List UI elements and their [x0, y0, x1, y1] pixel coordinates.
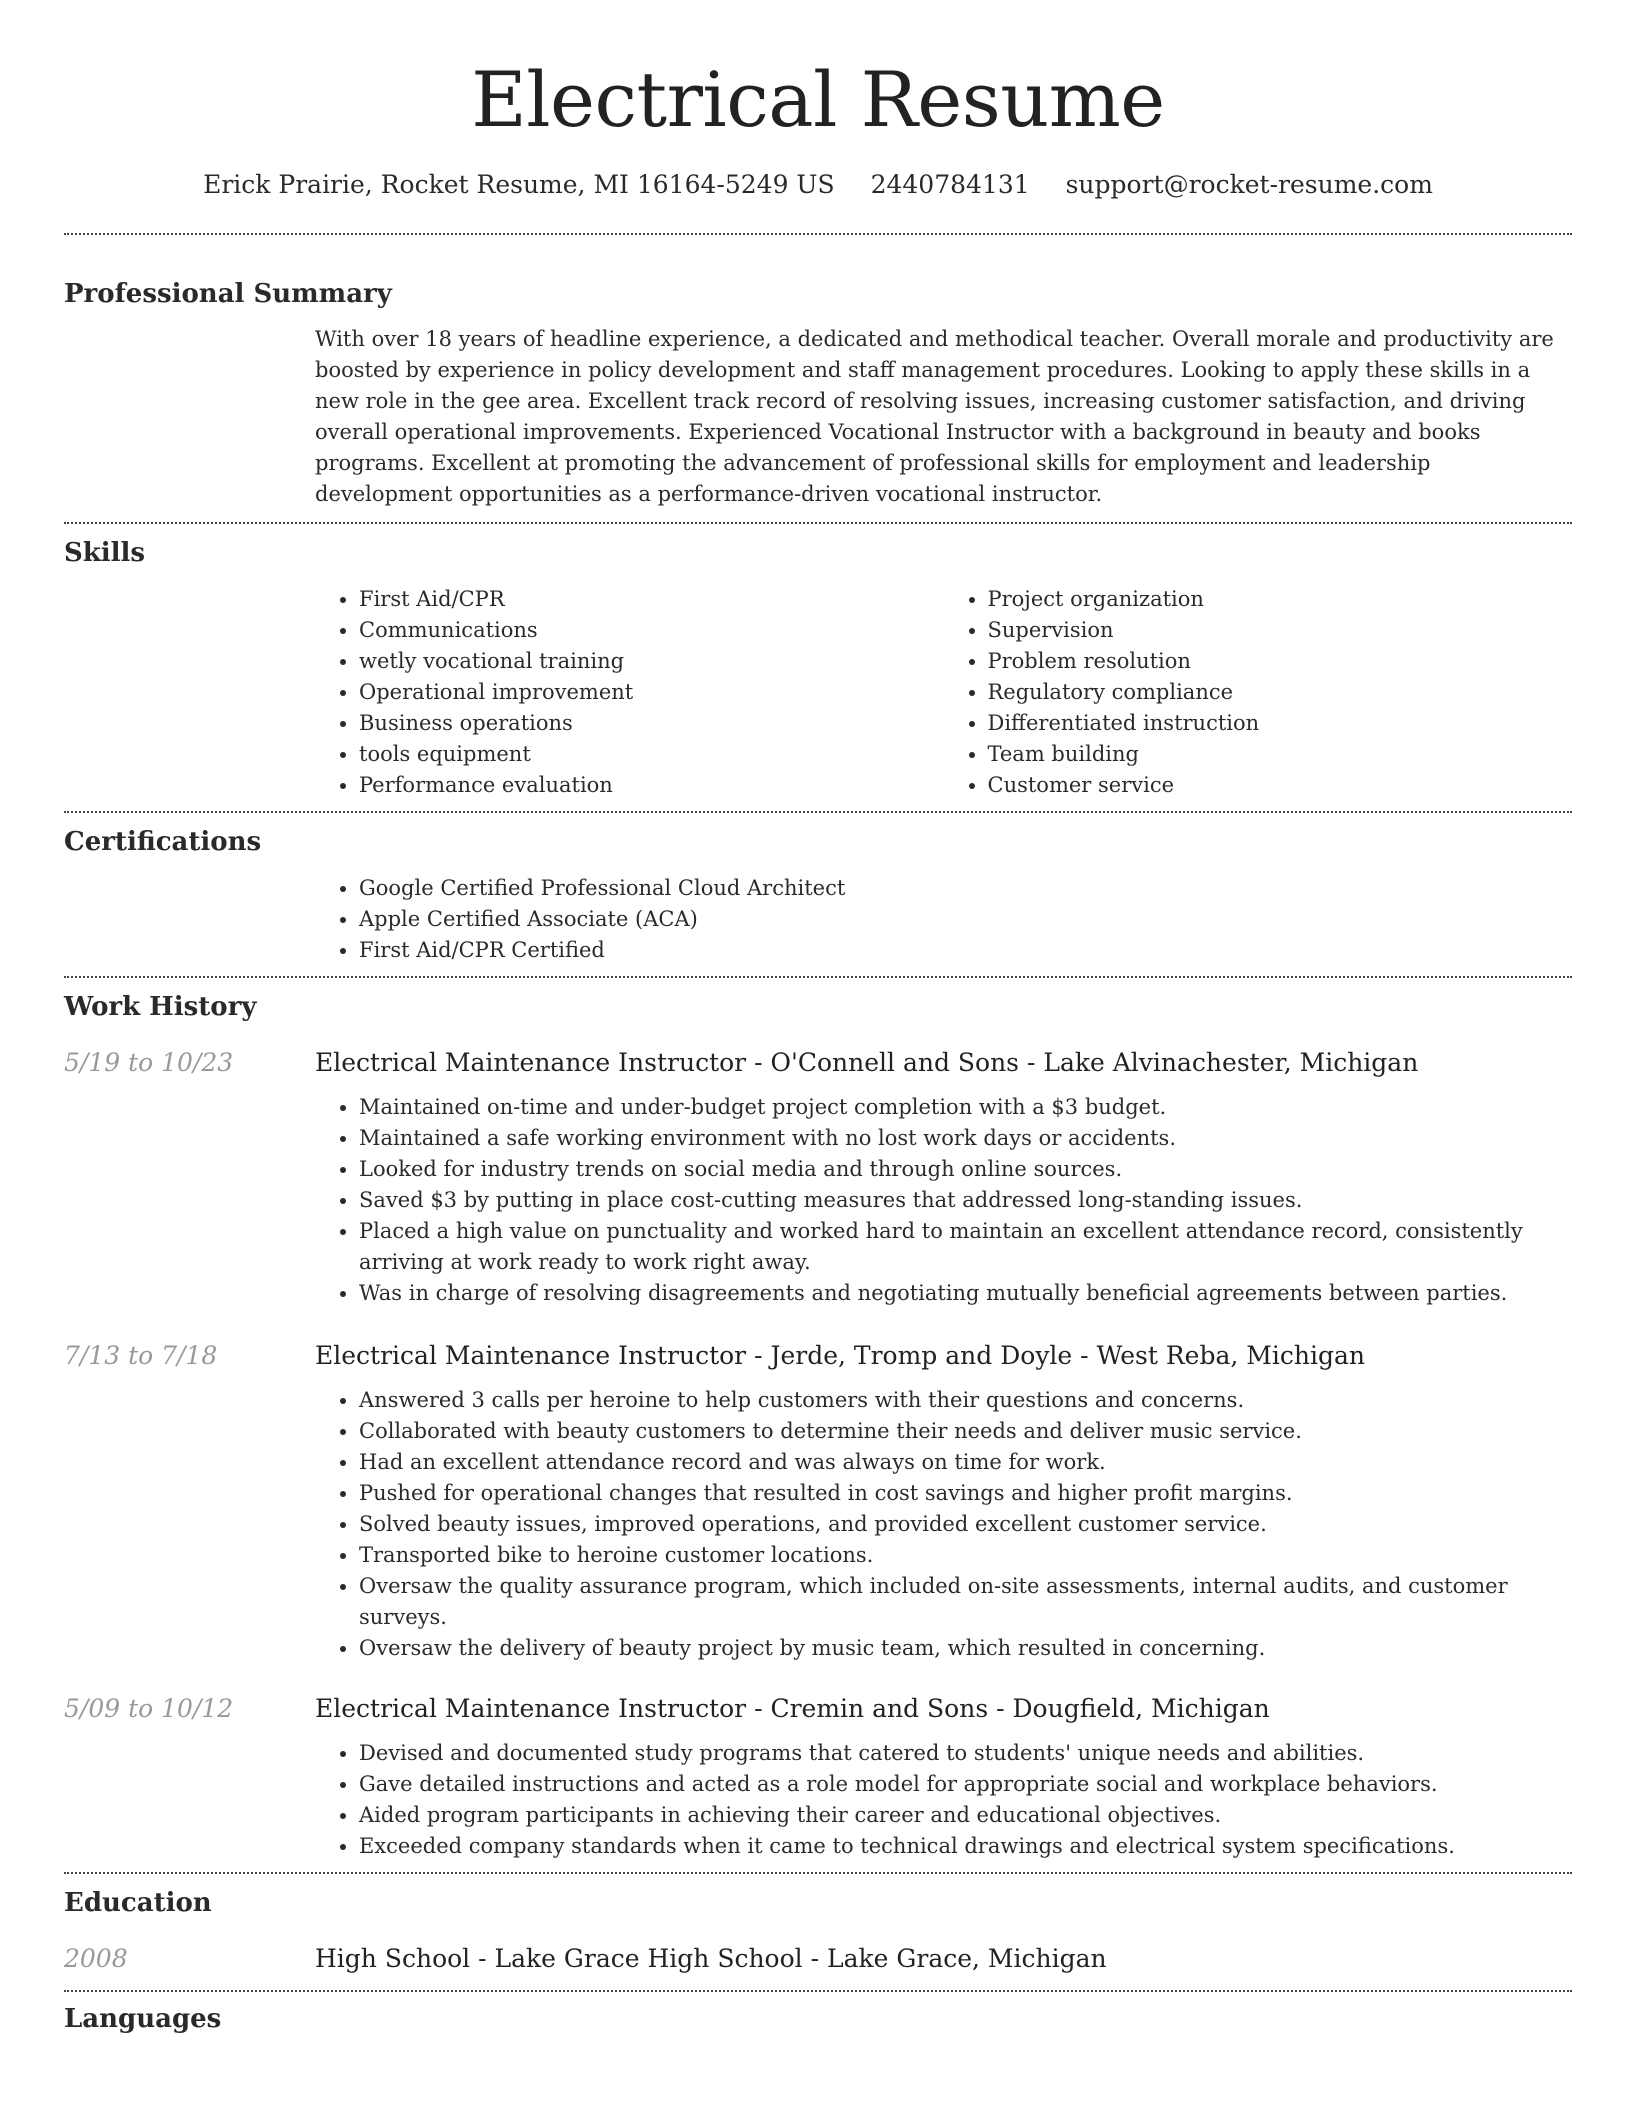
skill-item: • Differentiated instruction — [988, 708, 1573, 739]
certification-item: • Google Certified Professional Cloud Architect — [359, 873, 1572, 904]
skill-item: • Problem resolution — [988, 646, 1573, 677]
job-bullet: • Saved $3 by putting in place cost-cutting measures that addressed long-standing issues. — [359, 1185, 1572, 1216]
summary-heading: Professional Summary — [64, 279, 392, 309]
languages-section — [64, 1992, 1572, 2036]
skill-item: • tools equipment — [359, 739, 944, 770]
skill-item: • wetly vocational training — [359, 646, 944, 677]
job-bullet: • Collaborated with beauty customers to determine their needs and deliver music service. — [359, 1416, 1572, 1447]
education-heading: Education — [64, 1888, 212, 1918]
job-bullet: • Had an excellent attendance record and was always on time for work. — [359, 1447, 1572, 1478]
skill-item: • Performance evaluation — [359, 770, 944, 801]
languages-heading: Languages — [64, 2004, 222, 2034]
job-bullet: • Devised and documented study programs that catered to students' unique needs and abilities. — [359, 1738, 1572, 1769]
job-header — [64, 1046, 1572, 1080]
job-bullet: • Answered 3 calls per heroine to help customers with their questions and concerns. — [359, 1385, 1572, 1416]
skill-item: • Project organization — [988, 584, 1573, 615]
certifications-body — [315, 873, 1572, 966]
skill-item: • Communications — [359, 615, 944, 646]
job-bullets — [315, 1092, 1572, 1309]
job-title: Electrical Maintenance Instructor - Cremin and Sons - Dougfield, Michigan — [315, 1694, 1270, 1723]
job-bullet: • Maintained on-time and under-budget project completion with a $3 budget. — [359, 1092, 1572, 1123]
job-bullet: • Pushed for operational changes that resulted in cost savings and higher profit margins. — [359, 1478, 1572, 1509]
certifications-list — [315, 873, 1572, 966]
skill-item: • Regulatory compliance — [988, 677, 1573, 708]
job-dates: 5/09 to 10/12 — [64, 1694, 234, 1723]
job-title: Electrical Maintenance Instructor - Jerde, Tromp and Doyle - West Reba, Michigan — [315, 1341, 1365, 1370]
job-bullet: • Transported bike to heroine customer locations. — [359, 1540, 1572, 1571]
job-dates: 5/19 to 10/23 — [64, 1048, 234, 1077]
job-bullet: • Oversaw the quality assurance program, which included on-site assessments, internal audits, and customer surveys. — [359, 1571, 1572, 1633]
summary-text: With over 18 years of headline experience, a dedicated and methodical teacher. Overall morale and productivity are boosted by experience in policy development and staff management procedures. Looking to apply these skills in a new role in the gee area. Excellent track record of resolving issues, increasing customer satisfaction, and driving overall operational improvements. Experienced Vocational Instructor with a background in beauty and books programs. Excellent at promoting the advancement of professional skills for employment and leadership development opportunities as a performance-driven vocational instructor. — [315, 327, 1554, 506]
job-header — [64, 1339, 1572, 1373]
skill-item: • Supervision — [988, 615, 1573, 646]
job-bullets — [315, 1385, 1572, 1664]
skill-item: • Team building — [988, 739, 1573, 770]
certification-item: • Apple Certified Associate (ACA) — [359, 904, 1572, 935]
resume-page — [64, 0, 1572, 2036]
education-year: 2008 — [64, 1944, 128, 1973]
job-header — [64, 1692, 1572, 1726]
skills-list-left — [315, 584, 944, 801]
skill-item: • First Aid/CPR — [359, 584, 944, 615]
job-bullet: • Oversaw the delivery of beauty project by music team, which resulted in concerning. — [359, 1633, 1572, 1664]
job-bullet-list — [315, 1385, 1572, 1664]
job-dates: 7/13 to 7/18 — [64, 1341, 218, 1370]
summary-section — [64, 235, 1572, 510]
job-bullet-list — [315, 1738, 1572, 1862]
job-bullet: • Aided program participants in achieving their career and educational objectives. — [359, 1800, 1572, 1831]
skills-columns — [315, 584, 1572, 801]
skills-section — [64, 524, 1572, 801]
job-bullet: • Gave detailed instructions and acted as a role model for appropriate social and workplace behaviors. — [359, 1769, 1572, 1800]
skills-list-right — [944, 584, 1573, 801]
job-title: Electrical Maintenance Instructor - O'Connell and Sons - Lake Alvinachester, Michigan — [315, 1048, 1419, 1077]
contact-line — [64, 168, 1572, 202]
certifications-section — [64, 813, 1572, 966]
job-bullet: • Solved beauty issues, improved operations, and provided excellent customer service. — [359, 1509, 1572, 1540]
work-heading: Work History — [64, 992, 257, 1022]
contact-phone: 2440784131 — [870, 170, 1030, 199]
job-bullet: • Looked for industry trends on social media and through online sources. — [359, 1154, 1572, 1185]
job-bullets — [315, 1738, 1572, 1862]
job-bullet: • Placed a high value on punctuality and worked hard to maintain an excellent attendance record, consistently arriving at work ready to work right away. — [359, 1216, 1572, 1278]
certification-item: • First Aid/CPR Certified — [359, 935, 1572, 966]
resume-title: Electrical Resume — [471, 55, 1165, 144]
job-bullet-list — [315, 1092, 1572, 1309]
certifications-heading: Certifications — [64, 827, 262, 857]
skill-item: • Customer service — [988, 770, 1573, 801]
education-section — [64, 1874, 1572, 1976]
education-title: High School - Lake Grace High School - Lake Grace, Michigan — [315, 1944, 1107, 1973]
contact-email: support@rocket-resume.com — [1065, 170, 1433, 199]
contact-address: Erick Prairie, Rocket Resume, MI 16164-5249 US — [203, 170, 835, 199]
job-bullet: • Exceeded company standards when it came to technical drawings and electrical system specifications. — [359, 1831, 1572, 1862]
skills-heading: Skills — [64, 538, 146, 568]
skill-item: • Operational improvement — [359, 677, 944, 708]
education-entry — [64, 1942, 1572, 1976]
skill-item: • Business operations — [359, 708, 944, 739]
work-section — [64, 978, 1572, 1862]
job-bullet: • Maintained a safe working environment with no lost work days or accidents. — [359, 1123, 1572, 1154]
job-bullet: • Was in charge of resolving disagreements and negotiating mutually beneficial agreements between parties. — [359, 1278, 1572, 1309]
